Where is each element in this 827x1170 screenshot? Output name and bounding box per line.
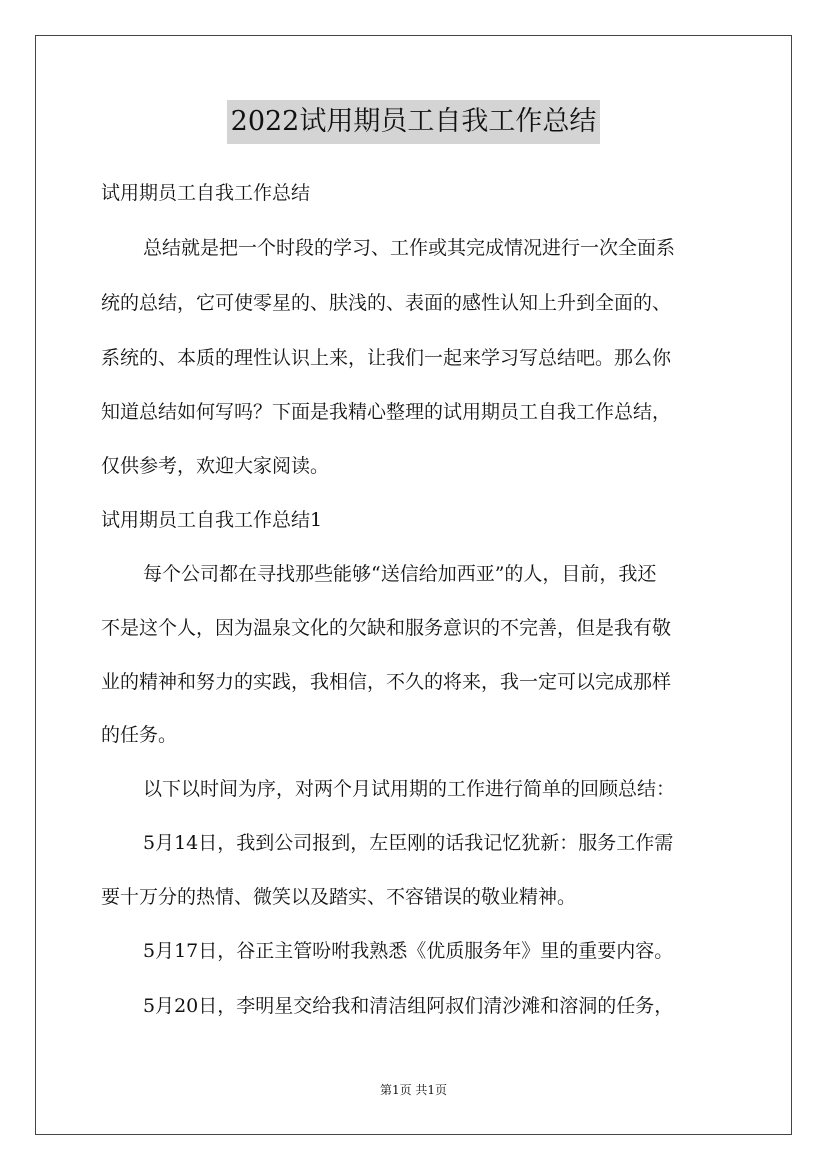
section-heading: 试用期员工自我工作总结	[101, 182, 311, 204]
title-container	[0, 100, 827, 144]
paragraph-line: 系统的、本质的理性认识上来，让我们一起来学习写总结吧。那么你	[101, 347, 672, 369]
paragraph-line: 5月14日，我到公司报到，左臣刚的话我记忆犹新：服务工作需	[143, 832, 674, 854]
paragraph-line: 5月20日，李明星交给我和清洁组阿叔们清沙滩和溶洞的任务，	[143, 995, 674, 1017]
section-heading: 试用期员工自我工作总结1	[101, 509, 323, 531]
paragraph-line: 仅供参考，欢迎大家阅读。	[101, 455, 330, 477]
page-footer: 第1页 共1页	[379, 1083, 448, 1097]
paragraph-line: 5月17日，谷正主管吩咐我熟悉《优质服务年》里的重要内容。	[143, 940, 674, 962]
paragraph-line: 业的精神和努力的实践，我相信，不久的将来，我一定可以完成那样	[101, 671, 672, 693]
paragraph-line: 每个公司都在寻找那些能够“送信给加西亚”的人，目前，我还	[143, 563, 657, 585]
paragraph-line: 统的总结，它可使零星的、肤浅的、表面的感性认知上升到全面的、	[101, 292, 672, 314]
paragraph-line: 以下以时间为序，对两个月试用期的工作进行简单的回顾总结：	[143, 778, 676, 800]
paragraph-line: 要十万分的热情、微笑以及踏实、不容错误的敬业精神。	[101, 886, 577, 908]
paragraph-line: 知道总结如何写吗？下面是我精心整理的试用期员工自我工作总结，	[101, 401, 672, 423]
document-title: 2022试用期员工自我工作总结	[227, 100, 601, 144]
paragraph-line: 总结就是把一个时段的学习、工作或其完成情况进行一次全面系	[143, 237, 676, 259]
paragraph-line: 的任务。	[101, 724, 178, 746]
paragraph-line: 不是这个人，因为温泉文化的欠缺和服务意识的不完善，但是我有敬	[101, 617, 672, 639]
